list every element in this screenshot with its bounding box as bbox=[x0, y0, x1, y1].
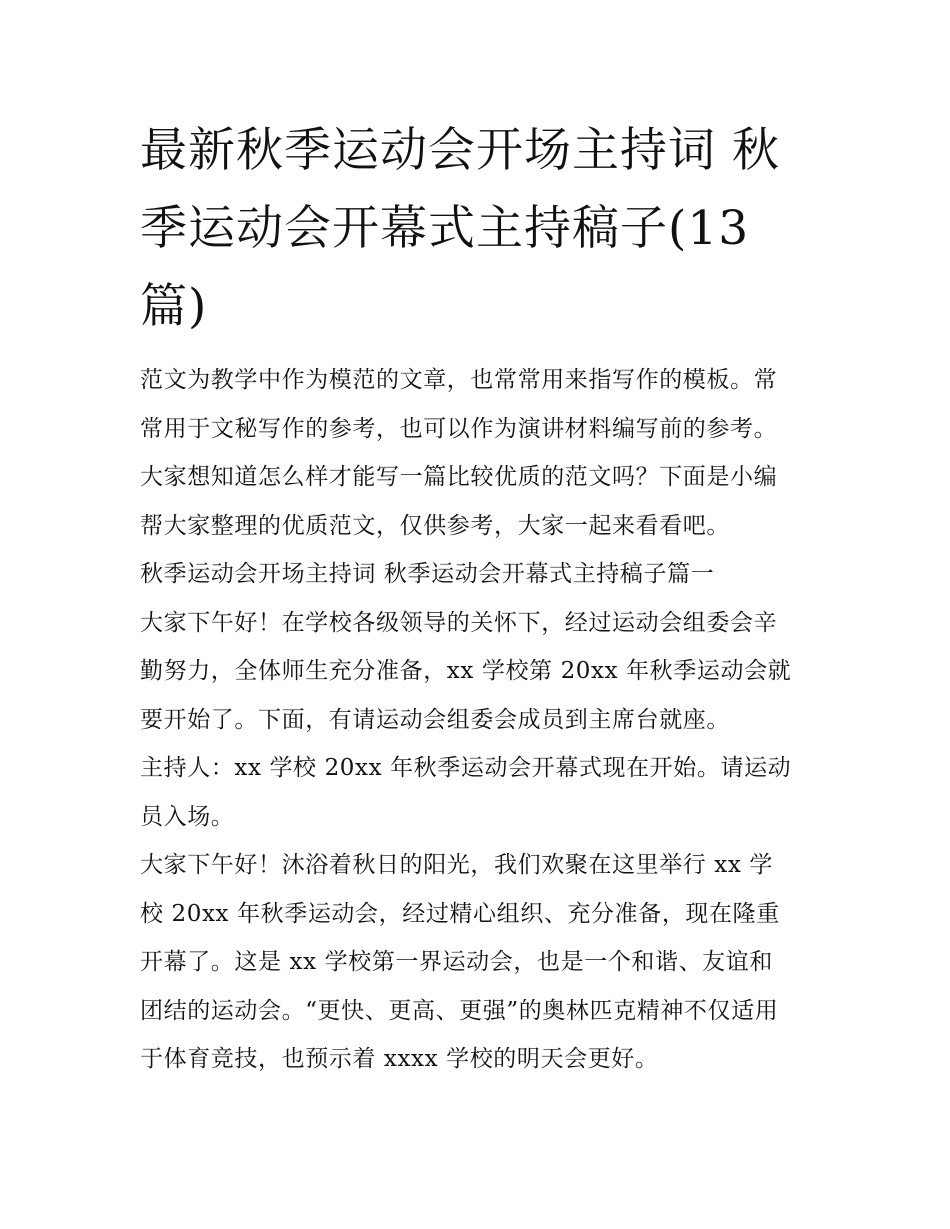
document-body bbox=[140, 356, 820, 1084]
text-line: 帮大家整理的优质范文，仅供参考，大家一起来看看吧。 bbox=[140, 512, 730, 539]
body-paragraph bbox=[140, 599, 820, 745]
section-heading bbox=[140, 550, 820, 599]
text-line: 主持人：xx 学校 20xx 年秋季运动会开幕式现在开始。请运动 bbox=[140, 755, 792, 781]
text-line: 大家下午好！沐浴着秋日的阳光，我们欢聚在这里举行 xx 学 bbox=[140, 852, 773, 878]
text-line: 于体育竞技，也预示着 xxxx 学校的明天会更好。 bbox=[140, 1046, 659, 1072]
text-line: 大家下午好！在学校各级领导的关怀下，经过运动会组委会辛 bbox=[140, 609, 778, 636]
title-line: 篇) bbox=[140, 279, 208, 334]
title-line: 最新秋季运动会开场主持词 秋 bbox=[140, 123, 780, 178]
text-line: 团结的运动会。“更快、更高、更强”的奥林匹克精神不仅适用 bbox=[140, 997, 779, 1024]
body-paragraph bbox=[140, 744, 820, 841]
text-line: 大家想知道怎么样才能写一篇比较优质的范文吗？下面是小编 bbox=[140, 464, 778, 490]
text-line: 范文为教学中作为模范的文章，也常常用来指写作的模板。常 bbox=[140, 367, 778, 393]
title-line: 季运动会开幕式主持稿子(13 bbox=[140, 201, 750, 256]
text-line: 校 20xx 年秋季运动会，经过精心组织、充分准备，现在隆重 bbox=[140, 900, 780, 927]
text-line: 常用于文秘写作的参考，也可以作为演讲材料编写前的参考。 bbox=[140, 415, 778, 442]
text-line: 员入场。 bbox=[140, 803, 235, 830]
body-paragraph bbox=[140, 841, 820, 1084]
document-title bbox=[140, 112, 820, 346]
text-line: 秋季运动会开场主持词 秋季运动会开幕式主持稿子篇一 bbox=[140, 561, 715, 587]
text-line: 勤努力，全体师生充分准备，xx 学校第 20xx 年秋季运动会就 bbox=[140, 658, 792, 684]
text-line: 开幕了。这是 xx 学校第一界运动会，也是一个和谐、友谊和 bbox=[140, 949, 773, 975]
text-line: 要开始了。下面，有请运动会组委会成员到主席台就座。 bbox=[140, 706, 730, 733]
intro-paragraph bbox=[140, 356, 820, 550]
